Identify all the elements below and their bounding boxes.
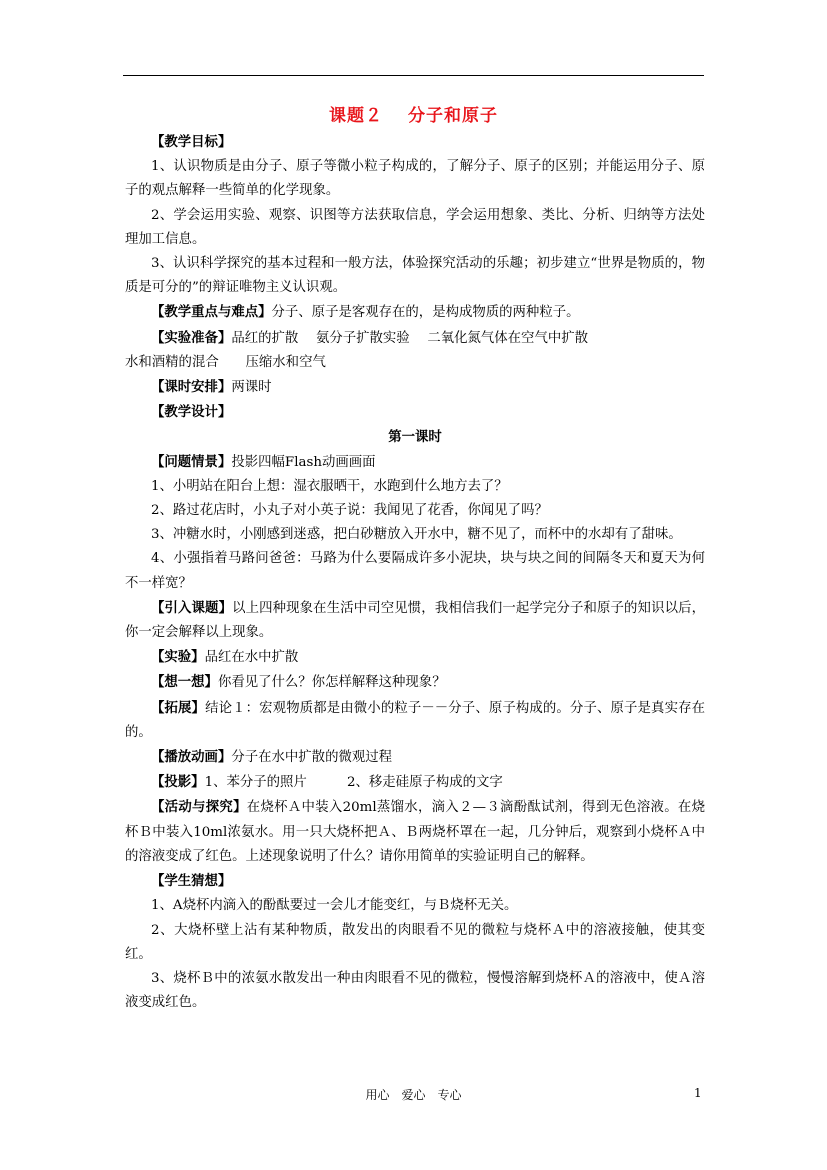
paragraph <box>125 770 705 795</box>
paragraph-text: 4、小强指着马路问爸爸：马路为什么要隔成许多小泥块，块与块之间的间隔冬天和夏天为何不一样宽？ <box>125 551 705 591</box>
paragraph <box>125 326 705 351</box>
paragraph-text: 1、认识物质是由分子、原子等微小粒子构成的，了解分子、原子的区别；并能运用分子、原子的观点解释一些简单的化学现象。 <box>125 159 705 199</box>
paragraph-text: 分子在水中扩散的微观过程 <box>231 750 393 766</box>
paragraph <box>125 547 705 595</box>
paragraph-text: 3、烧杯Ｂ中的浓氨水散发出一种由肉眼看不见的微粒，慢慢溶解到烧杯Ａ的溶液中，使Ａ溶液变成红色。 <box>125 970 705 1011</box>
paragraph <box>125 204 705 252</box>
paragraph-text: 品红在水中扩散 <box>204 650 299 666</box>
section-heading: 【拓展】 <box>151 699 206 716</box>
paragraph <box>125 795 705 869</box>
section-heading: 【想一想】 <box>151 674 218 691</box>
page-number: 1 <box>694 1086 702 1100</box>
paragraph <box>125 523 705 547</box>
paragraph-text: 两课时 <box>231 380 272 396</box>
paragraph <box>125 645 705 670</box>
paragraph-text: 以上四种现象在生活中司空见惯，我相信我们一起学完分子和原子的知识以后，你一定会解释以上现象。 <box>125 600 705 641</box>
paragraph-text: 3、冲糖水时，小刚感到迷惑，把白砂糖放入开水中，糖不见了，而杯中的水却有了甜味。 <box>151 527 682 543</box>
paragraph-text: 2、学会运用实验、观察、识图等方法获取信息，学会运用想象、类比、分析、归纳等方法处理加工信息。 <box>125 207 705 247</box>
section-heading: 【教学目标】 <box>151 134 232 150</box>
section-heading: 【教学设计】 <box>151 404 232 421</box>
paragraph-text: 1、A烧杯内滴入的酚酞要过一会儿才能变红，与Ｂ烧杯无关。 <box>151 898 518 914</box>
paragraph <box>125 919 705 967</box>
paragraph-text: 水和酒精的混合 压缩水和空气 <box>125 354 326 370</box>
section-heading: 【问题情景】 <box>151 453 232 470</box>
document-body <box>125 130 705 1015</box>
paragraph <box>125 130 705 155</box>
page-title: 课题２ 分子和原子 <box>329 106 498 126</box>
page-footer: 用心 爱心 专心 <box>365 1088 462 1102</box>
paragraph <box>125 596 705 645</box>
paragraph-text: 结论１：宏观物质都是由微小的粒子－－分子、原子构成的。分子、原子是真实存在的。 <box>125 700 706 740</box>
section-heading: 【实验】 <box>151 649 205 666</box>
paragraph-text: 第一课时 <box>388 429 442 446</box>
paragraph <box>125 252 705 300</box>
paragraph-text: 1、苯分子的照片 2、移走硅原子构成的文字 <box>204 775 503 791</box>
paragraph-text: 1、小明站在阳台上想：湿衣服晒干，水跑到什么地方去了？ <box>151 478 508 494</box>
paragraph-text: 3、认识科学探究的基本过程和一般方法，体验探究活动的乐趣；初步建立“世界是物质的，物质是可分的”的辩证唯物主义认识观。 <box>125 256 705 296</box>
paragraph <box>125 375 705 400</box>
paragraph-text: 投影四幅Flash动画画面 <box>231 454 376 470</box>
paragraph <box>125 475 705 499</box>
section-heading: 【教学重点与难点】 <box>151 304 272 321</box>
section-heading: 【学生猜想】 <box>151 873 232 890</box>
paragraph <box>125 155 705 203</box>
paragraph <box>125 400 705 425</box>
paragraph <box>125 351 705 375</box>
paragraph-text: 2、路过花店时，小丸子对小英子说：我闻见了花香，你闻见了吗？ <box>151 503 548 519</box>
paragraph-text: 2、大烧杯壁上沾有某种物质，散发出的肉眼看不见的微粒与烧杯Ａ中的溶液接触，使其变红。 <box>125 922 705 962</box>
paragraph <box>125 300 705 325</box>
section-heading: 【播放动画】 <box>151 749 232 766</box>
section-heading: 【课时安排】 <box>151 379 232 396</box>
paragraph <box>125 499 705 523</box>
paragraph-text: 品红的扩散 氨分子扩散实验 二氧化氮气体在空气中扩散 <box>231 330 589 346</box>
section-heading: 【实验准备】 <box>151 329 232 346</box>
paragraph <box>125 967 705 1015</box>
paragraph <box>125 696 705 745</box>
section-heading: 【引入课题】 <box>151 599 233 616</box>
paragraph <box>125 670 705 695</box>
header-rule <box>123 75 704 76</box>
paragraph <box>125 869 705 894</box>
section-heading: 【活动与探究】 <box>151 799 247 816</box>
paragraph <box>125 450 705 475</box>
paragraph-text: 在烧杯Ａ中装入20ml蒸馏水，滴入２—３滴酚酞试剂，得到无色溶液。在烧杯Ｂ中装入10ml浓氨水。用一只大烧杯把Ａ、Ｂ两烧杯罩在一起，几分钟后，观察到小烧杯Ａ中的溶液变成了红色。上述现象说明了什么？请你用简单的实验证明自己的解释。 <box>125 800 705 864</box>
paragraph <box>125 894 705 918</box>
paragraph <box>125 425 705 449</box>
paragraph-text: 分子、原子是客观存在的，是构成物质的两种粒子。 <box>271 305 580 321</box>
paragraph-text: 你看见了什么？你怎样解释这种现象？ <box>217 675 446 691</box>
paragraph <box>125 745 705 770</box>
section-heading: 【投影】 <box>151 774 205 791</box>
